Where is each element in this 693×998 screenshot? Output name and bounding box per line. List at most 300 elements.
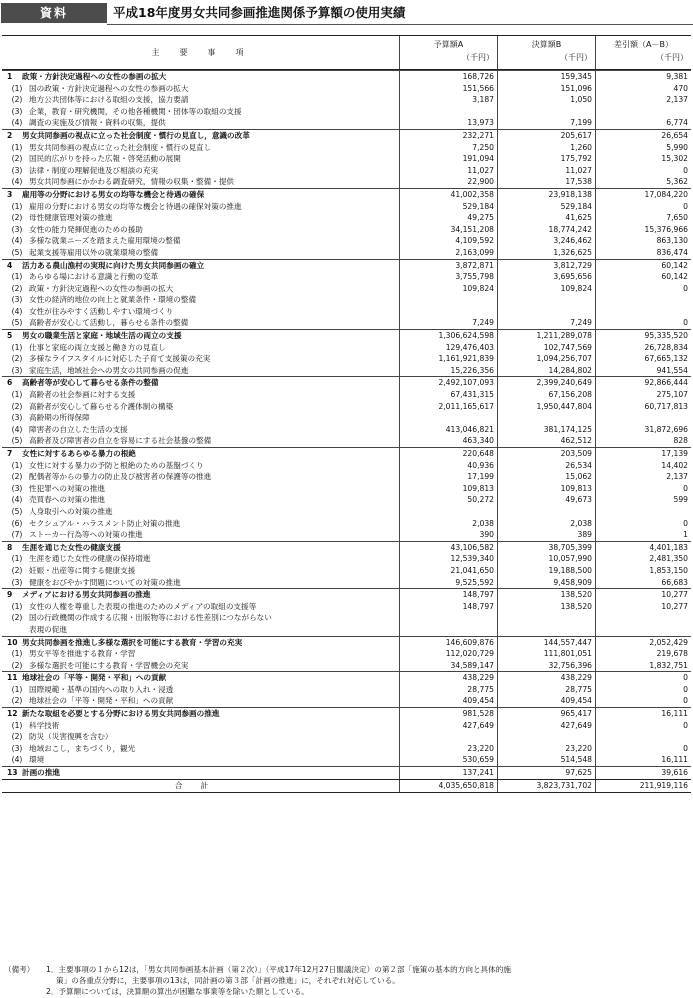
item-label: 政策・方針決定過程への女性の参画の拡大 [29, 283, 174, 293]
section-title [2, 448, 399, 460]
item-number: (4) [11, 306, 23, 316]
section-number: 2 [7, 130, 13, 140]
diff-value: 31,872,696 [595, 424, 691, 436]
item-row [2, 106, 691, 118]
item-title [2, 317, 399, 329]
item-title [2, 153, 399, 165]
item-title [2, 176, 399, 188]
section-title [2, 260, 399, 272]
item-row [2, 624, 691, 636]
budget-value: 67,431,315 [399, 389, 497, 401]
budget-value: 151,566 [399, 83, 497, 95]
col-header-budget [399, 36, 497, 69]
actual-value: 2,038 [497, 518, 595, 530]
note-line: 2．予算額については，決算額の算出が困難な事業等を除いた額としている。 [46, 987, 309, 996]
budget-value: 21,041,650 [399, 565, 497, 577]
actual-value: 102,747,569 [497, 342, 595, 354]
section-label: 生涯を通じた女性の健康支援 [22, 542, 121, 552]
budget-value [399, 294, 497, 306]
diff-value: 0 [595, 720, 691, 732]
actual-value: 32,756,396 [497, 660, 595, 672]
actual-value: 1,260 [497, 142, 595, 154]
item-title [2, 684, 399, 696]
diff-value: 0 [595, 518, 691, 530]
budget-value: 2,011,165,617 [399, 401, 497, 413]
item-number: (1) [11, 201, 23, 211]
diff-value: 95,335,520 [595, 330, 691, 342]
item-number: (2) [11, 283, 23, 293]
item-row [2, 695, 691, 707]
item-row [2, 577, 691, 589]
section-number: 11 [7, 673, 18, 683]
item-row [2, 142, 691, 154]
section-row [2, 766, 691, 779]
diff-value: 1,832,751 [595, 660, 691, 672]
item-title [2, 743, 399, 755]
diff-value: 1 [595, 529, 691, 541]
item-title [2, 247, 399, 259]
item-title [2, 494, 399, 506]
item-title [2, 271, 399, 283]
item-row [2, 176, 691, 188]
item-number: (6) [11, 518, 23, 528]
actual-value: 28,775 [497, 684, 595, 696]
col-header-item: 主 要 事 項 [151, 48, 250, 57]
item-label: 高齢者の社会参画に対する支援 [29, 390, 136, 400]
item-label: 地球社会の「平等・開発・平和」への貢献 [29, 696, 174, 706]
section-title [2, 71, 399, 83]
section-label: 新たな取組を必要とする分野における男女共同参画の推進 [22, 709, 220, 719]
budget-value [399, 412, 497, 424]
budget-value: 109,813 [399, 483, 497, 495]
diff-value: 0 [595, 743, 691, 755]
item-label: 女性が住みやすく活動しやすい環境づくり [29, 306, 174, 316]
note-line: 1．主要事項の１から12は，「男女共同参画基本計画（第２次）」（平成17年12月27日閣議決定）の第２部「施策の基本的方向と具体的施 [46, 965, 511, 974]
item-label: セクシュアル・ハラスメント防止対策の推進 [29, 518, 181, 528]
section-number: 5 [7, 331, 13, 341]
diff-value: 10,277 [595, 601, 691, 613]
budget-value: 529,184 [399, 201, 497, 213]
item-label: 女性の能力発揮促進のための援助 [29, 224, 143, 234]
item-row [2, 471, 691, 483]
item-title [2, 565, 399, 577]
item-row [2, 424, 691, 436]
actual-value: 1,050 [497, 94, 595, 106]
item-number: (1) [11, 272, 23, 282]
item-label: 国際規範・基準の国内への取り入れ・浸透 [29, 684, 174, 694]
item-number: (1) [11, 390, 23, 400]
item-label: 国の行政機関の作成する広報・出版物等における性差別につながらない [29, 613, 272, 623]
actual-value: 138,520 [497, 601, 595, 613]
actual-value: 205,617 [497, 130, 595, 142]
actual-value [497, 306, 595, 318]
diff-value [595, 731, 691, 743]
actual-value: 19,188,500 [497, 565, 595, 577]
item-title [2, 401, 399, 413]
item-label: 科学技術 [29, 720, 60, 730]
item-label: ストーカー行為等への対策の推進 [29, 530, 143, 540]
section-label: 雇用等の分野における男女の均等な機会と待遇の確保 [22, 189, 205, 199]
section-row [2, 541, 691, 554]
section-title [2, 330, 399, 342]
total-actual: 3,823,731,702 [497, 780, 595, 792]
item-number: (4) [11, 118, 23, 128]
section-label: 計画の推進 [22, 768, 60, 778]
item-title [2, 142, 399, 154]
budget-value: 129,476,403 [399, 342, 497, 354]
col-budget-label: 予算額A [433, 40, 464, 49]
col-diff-label: 差引額（A－B） [614, 40, 673, 49]
actual-value: 438,229 [497, 672, 595, 684]
actual-value: 1,950,447,804 [497, 401, 595, 413]
item-number: (2) [11, 95, 23, 105]
section-row [2, 671, 691, 684]
diff-value: 2,052,429 [595, 637, 691, 649]
item-label: 男女共同参画にかかわる調査研究，情報の収集・整備・提供 [29, 177, 235, 187]
item-number: (2) [11, 660, 23, 670]
section-title [2, 637, 399, 649]
item-number: (4) [11, 495, 23, 505]
item-label: 高齢者及び障害者の自立を容易にする社会基盤の整備 [29, 436, 212, 446]
budget-value: 50,272 [399, 494, 497, 506]
item-title [2, 483, 399, 495]
budget-value: 43,106,582 [399, 542, 497, 554]
item-number: (2) [11, 354, 23, 364]
actual-value: 529,184 [497, 201, 595, 213]
notes [2, 964, 691, 997]
diff-value: 67,665,132 [595, 353, 691, 365]
diff-value: 17,139 [595, 448, 691, 460]
diff-value: 0 [595, 672, 691, 684]
item-title [2, 695, 399, 707]
diff-value: 836,474 [595, 247, 691, 259]
item-row [2, 483, 691, 495]
actual-value: 3,812,729 [497, 260, 595, 272]
item-title [2, 553, 399, 565]
budget-value: 1,306,624,598 [399, 330, 497, 342]
item-label: 男女共同参画の視点に立った社会制度・慣行の見直し [29, 142, 212, 152]
item-title [2, 117, 399, 129]
item-row [2, 684, 691, 696]
budget-value: 34,151,208 [399, 224, 497, 236]
item-title [2, 435, 399, 447]
item-title [2, 306, 399, 318]
item-label: 調査の実施及び情報・資料の収集，提供 [29, 118, 166, 128]
actual-value: 409,454 [497, 695, 595, 707]
note-line: 策」の各重点分野に，主要事項の13は，同計画の第３部「計画の推進」に，それぞれ対応している。 [56, 976, 400, 985]
actual-value [497, 624, 595, 636]
item-row [2, 235, 691, 247]
item-label: 配偶者等からの暴力の防止及び被害者の保護等の推進 [29, 472, 212, 482]
item-row [2, 412, 691, 424]
item-row [2, 494, 691, 506]
actual-value: 462,512 [497, 435, 595, 447]
section-number: 10 [7, 637, 18, 647]
actual-value: 3,695,656 [497, 271, 595, 283]
budget-value [399, 612, 497, 624]
item-row [2, 353, 691, 365]
item-number: (2) [11, 613, 23, 623]
item-number: (3) [11, 165, 23, 175]
col-header-actual [497, 36, 595, 69]
section-number: 1 [7, 72, 13, 81]
item-number: (1) [11, 460, 23, 470]
item-number: (4) [11, 424, 23, 434]
total-label: 合計 [174, 780, 227, 790]
item-label: 女性の経済的地位の向上と就業条件・環境の整備 [29, 295, 197, 305]
notes-tag: （備考） [4, 965, 35, 974]
section-title [2, 589, 399, 601]
item-label: あらゆる場における意識と行動の変革 [29, 272, 159, 282]
budget-value [399, 106, 497, 118]
item-title [2, 94, 399, 106]
item-title [2, 235, 399, 247]
diff-value: 5,362 [595, 176, 691, 188]
item-number: (2) [11, 732, 23, 742]
item-label: 企業，教育・研究機関，その他各種機関・団体等の取組の支援 [29, 106, 242, 116]
section-number: 13 [7, 768, 18, 778]
item-title [2, 424, 399, 436]
diff-value: 14,402 [595, 460, 691, 472]
actual-value: 111,801,051 [497, 648, 595, 660]
item-row [2, 117, 691, 129]
budget-value: 11,027 [399, 165, 497, 177]
item-row [2, 529, 691, 541]
budget-value: 3,755,798 [399, 271, 497, 283]
actual-value: 1,094,256,707 [497, 353, 595, 365]
item-row [2, 271, 691, 283]
item-title [2, 518, 399, 530]
total-budget: 4,035,650,818 [399, 780, 497, 792]
item-number: (3) [11, 295, 23, 305]
actual-value: 23,918,138 [497, 189, 595, 201]
item-row [2, 83, 691, 95]
actual-value: 381,174,125 [497, 424, 595, 436]
title-underline [107, 24, 693, 25]
item-number: (3) [11, 483, 23, 493]
diff-value: 92,866,444 [595, 377, 691, 389]
item-title [2, 660, 399, 672]
diff-value: 66,683 [595, 577, 691, 589]
item-label: 多様な就業ニーズを踏まえた雇用環境の整備 [29, 236, 181, 246]
section-row [2, 329, 691, 342]
section-row [2, 447, 691, 460]
actual-value: 3,246,462 [497, 235, 595, 247]
actual-value: 14,284,802 [497, 365, 595, 377]
item-title [2, 720, 399, 732]
diff-value: 0 [595, 695, 691, 707]
budget-value: 12,539,340 [399, 553, 497, 565]
item-label: 妊娠・出産等に関する健康支援 [29, 565, 136, 575]
actual-value: 67,156,208 [497, 389, 595, 401]
item-label: 性犯罪への対策の推進 [29, 483, 105, 493]
actual-value: 144,557,447 [497, 637, 595, 649]
item-title [2, 731, 399, 743]
item-label: 女性に対する暴力の予防と根絶のための基盤づくり [29, 460, 204, 470]
item-title [2, 389, 399, 401]
diff-value: 941,554 [595, 365, 691, 377]
item-row [2, 247, 691, 259]
diff-value [595, 106, 691, 118]
section-number: 9 [7, 590, 13, 600]
actual-value: 17,538 [497, 176, 595, 188]
item-number: (4) [11, 755, 23, 765]
diff-value: 0 [595, 165, 691, 177]
diff-value: 828 [595, 435, 691, 447]
section-number: 4 [7, 260, 13, 270]
table-header [2, 36, 691, 70]
budget-value: 15,226,356 [399, 365, 497, 377]
budget-value: 7,249 [399, 317, 497, 329]
item-label: 人身取引への対策の推進 [29, 506, 113, 516]
item-number: (2) [11, 213, 23, 223]
item-row [2, 518, 691, 530]
diff-value: 0 [595, 201, 691, 213]
item-title [2, 294, 399, 306]
budget-value: 22,900 [399, 176, 497, 188]
item-row [2, 201, 691, 213]
diff-value: 6,774 [595, 117, 691, 129]
item-title [2, 612, 399, 624]
page-title: 平成18年度男女共同参画推進関係予算額の使用実績 [113, 5, 406, 20]
item-row [2, 317, 691, 329]
item-number: (1) [11, 684, 23, 694]
diff-value [595, 506, 691, 518]
budget-value [399, 624, 497, 636]
diff-value: 5,990 [595, 142, 691, 154]
budget-value: 168,726 [399, 71, 497, 83]
diff-value: 26,728,834 [595, 342, 691, 354]
diff-value: 2,481,350 [595, 553, 691, 565]
diff-value: 863,130 [595, 235, 691, 247]
diff-value [595, 412, 691, 424]
item-number: (3) [11, 413, 23, 423]
item-row [2, 294, 691, 306]
diff-value: 60,142 [595, 271, 691, 283]
section-title [2, 672, 399, 684]
item-label: 女性の人権を尊重した表現の推進のためのメディアの取組の支援等 [29, 601, 257, 611]
actual-value [497, 412, 595, 424]
item-number: (3) [11, 365, 23, 375]
diff-value: 599 [595, 494, 691, 506]
diff-value: 470 [595, 83, 691, 95]
budget-value: 463,340 [399, 435, 497, 447]
section-label: メディアにおける男女共同参画の推進 [22, 590, 151, 600]
diff-value: 2,137 [595, 471, 691, 483]
item-title [2, 624, 399, 636]
item-number: (5) [11, 247, 23, 257]
budget-value: 7,250 [399, 142, 497, 154]
actual-value: 26,534 [497, 460, 595, 472]
section-row [2, 376, 691, 389]
actual-value: 1,211,289,078 [497, 330, 595, 342]
actual-value: 41,625 [497, 212, 595, 224]
item-number: (3) [11, 577, 23, 587]
section-number: 7 [7, 449, 13, 458]
item-number: (3) [11, 743, 23, 753]
section-label: 男女共同参画の視点に立った社会制度・慣行の見直し，意識の改革 [22, 130, 250, 140]
col-actual-unit: （千円） [560, 53, 592, 62]
item-row [2, 283, 691, 295]
item-row [2, 94, 691, 106]
budget-value: 13,973 [399, 117, 497, 129]
actual-value: 159,345 [497, 71, 595, 83]
item-label: 母性健康管理対策の推進 [29, 213, 113, 223]
item-label: 防災（災害復興を含む） [29, 732, 113, 742]
section-label: 女性に対するあらゆる暴力の根絶 [22, 449, 136, 458]
section-row [2, 70, 691, 83]
item-number: (5) [11, 506, 23, 516]
item-label: 売買春への対策の推進 [29, 495, 105, 505]
item-row [2, 565, 691, 577]
total-diff: 211,919,116 [595, 780, 691, 792]
budget-value: 438,229 [399, 672, 497, 684]
budget-value: 112,020,729 [399, 648, 497, 660]
actual-value: 11,027 [497, 165, 595, 177]
diff-value: 0 [595, 317, 691, 329]
section-number: 6 [7, 378, 13, 388]
item-label: 地域おこし，まちづくり，観光 [29, 743, 136, 753]
budget-value [399, 506, 497, 518]
col-budget-unit: （千円） [462, 53, 494, 62]
item-title [2, 283, 399, 295]
item-row [2, 731, 691, 743]
actual-value: 138,520 [497, 589, 595, 601]
budget-value: 40,936 [399, 460, 497, 472]
item-number: (3) [11, 106, 23, 116]
diff-value: 10,277 [595, 589, 691, 601]
section-badge: 資料 [1, 3, 107, 23]
budget-value: 409,454 [399, 695, 497, 707]
section-row [2, 188, 691, 201]
item-number: (2) [11, 696, 23, 706]
diff-value: 16,111 [595, 708, 691, 720]
budget-value [399, 731, 497, 743]
item-label: 高齢者が安心して活動し，暮らせる条件の整備 [29, 318, 189, 328]
budget-value: 390 [399, 529, 497, 541]
section-title [2, 130, 399, 142]
budget-value: 148,797 [399, 589, 497, 601]
item-label: 雇用の分野における男女の均等な機会と待遇の確保対策の推進 [29, 201, 242, 211]
item-number: (1) [11, 601, 23, 611]
item-row [2, 153, 691, 165]
budget-value: 41,002,358 [399, 189, 497, 201]
item-row [2, 342, 691, 354]
section-title [2, 189, 399, 201]
item-title [2, 460, 399, 472]
diff-value: 0 [595, 283, 691, 295]
item-title [2, 648, 399, 660]
item-row [2, 754, 691, 766]
item-number: (1) [11, 649, 23, 659]
item-number: (1) [11, 720, 23, 730]
section-row [2, 129, 691, 142]
col-header-diff [595, 36, 691, 69]
section-label: 地球社会の「平等・開発・平和」への貢献 [22, 673, 167, 683]
section-number: 8 [7, 542, 13, 552]
actual-value: 49,673 [497, 494, 595, 506]
item-title [2, 342, 399, 354]
col-diff-unit: （千円） [656, 53, 688, 62]
actual-value: 109,813 [497, 483, 595, 495]
actual-value [497, 612, 595, 624]
actual-value: 427,649 [497, 720, 595, 732]
section-label: 高齢者等が安心して暮らせる条件の整備 [22, 378, 159, 388]
item-label: 高齢者が安心して暮らせる介護体制の構築 [29, 401, 174, 411]
budget-value: 137,241 [399, 767, 497, 779]
item-number: (1) [11, 142, 23, 152]
actual-value: 1,326,625 [497, 247, 595, 259]
